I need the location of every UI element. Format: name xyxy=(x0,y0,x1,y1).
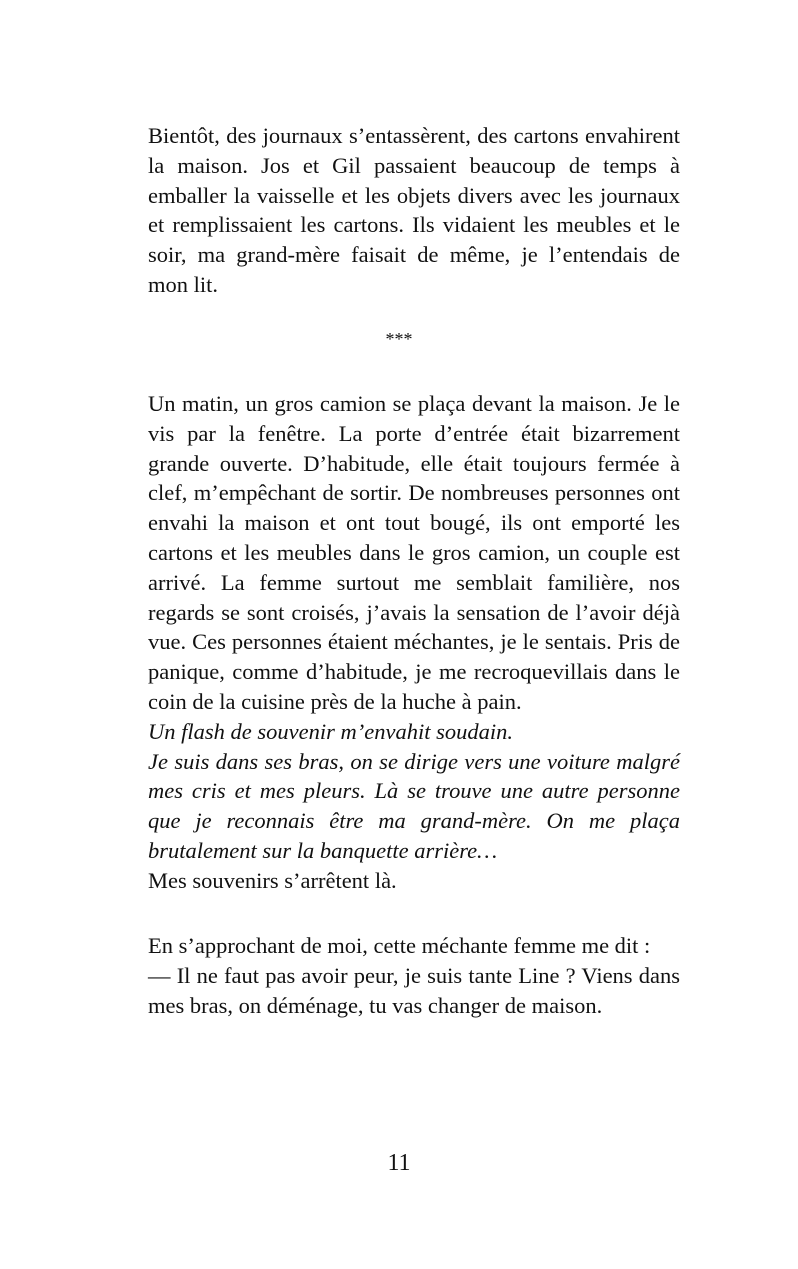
text-block-3 xyxy=(148,931,680,1020)
paragraph-flash: Un flash de souvenir m’envahit soudain. xyxy=(148,718,513,744)
paragraph-memory: Je suis dans ses bras, on se dirige vers une voiture malgré mes cris et mes pleurs. Là se trouve une autre personne que je reconnais être ma grand-mère. On me plaça brutalement sur la banquette arrière… xyxy=(148,748,680,863)
paragraph-approach: En s’approchant de moi, cette méchante femme me dit : xyxy=(148,933,651,958)
paragraph-truck: Un matin, un gros camion se plaça devant la maison. Je le vis par la fenêtre. La porte d’entrée était bizarrement grande ouverte. D’habitude, elle était toujours fermée à clef, m’empêchant de sortir. De nombreuses personnes ont envahi la maison et ont tout bougé, ils ont emporté les cartons et les meubles dans le gros camion, un couple est arrivé. La femme surtout me semblait familière, nos regards se sont croisés, j’avais la sensation de l’avoir déjà vue. Ces personnes étaient méchantes, je le sentais. Pris de panique, comme d’habitude, je me recroquevillais dans le coin de la cuisine près de la huche à pain. xyxy=(148,391,680,714)
paragraph-boxes: Bientôt, des journaux s’entassèrent, des cartons envahirent la maison. Jos et Gil passaient beaucoup de temps à emballer la vaisselle et les objets divers avec les journaux et remplissaient les cartons. Ils vidaient les meubles et le soir, ma grand-mère faisait de même, je l’entendais de mon lit. xyxy=(148,123,680,297)
text-block-2 xyxy=(148,389,680,896)
text-block-1 xyxy=(148,121,680,300)
paragraph-memories-stop: Mes souvenirs s’arrêtent là. xyxy=(148,867,397,893)
paragraph-dialogue: — Il ne faut pas avoir peur, je suis tante Line ? Viens dans mes bras, on déménage, tu vas changer de maison. xyxy=(148,962,680,1018)
page-number: 11 xyxy=(387,1150,411,1176)
section-separator: *** xyxy=(385,329,413,349)
